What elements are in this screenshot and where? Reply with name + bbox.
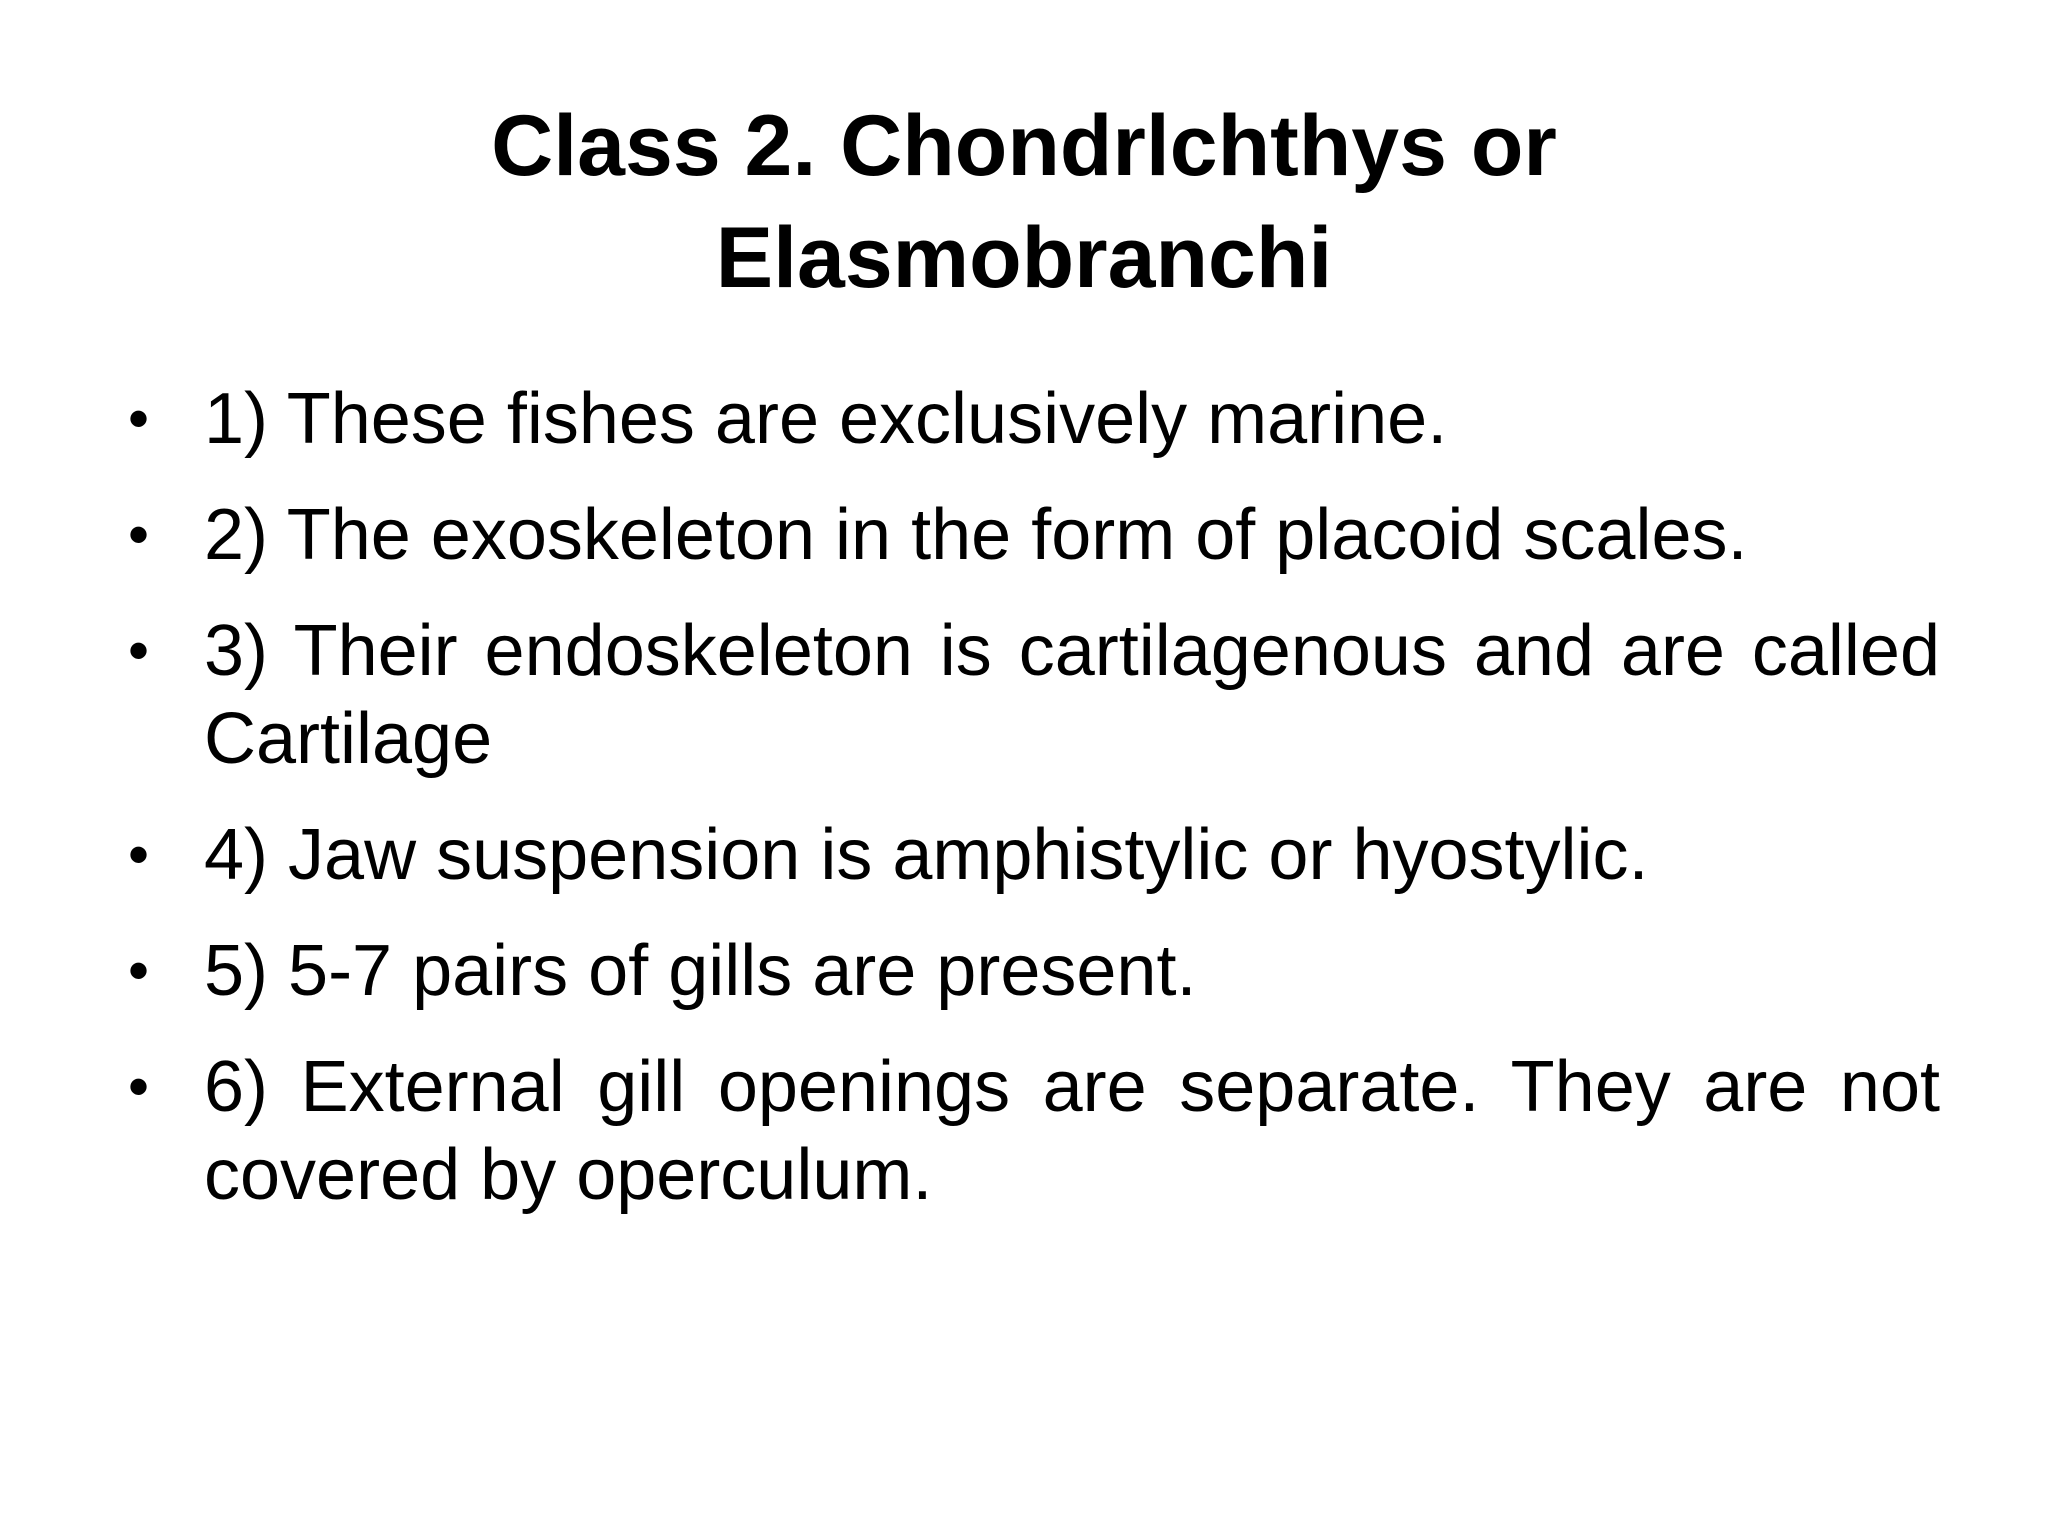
bullet-item-5 <box>120 927 1940 1015</box>
bullet-icon: • <box>128 1053 150 1120</box>
bullet-text-3: 3) Their endoskeleton is cartilagenous and are called Cartilage <box>204 611 1940 779</box>
bullet-text-2: 2) The exoskeleton in the form of placoid scales. <box>204 495 1748 575</box>
bullet-text-4: 4) Jaw suspension is amphistylic or hyostylic. <box>204 815 1649 895</box>
slide-title-line-1: Class 2. Chondrlchthys or <box>491 98 1557 194</box>
slide-title-line-2: Elasmobranchi <box>715 210 1333 306</box>
bullet-text-1: 1) These fishes are exclusively marine. <box>204 379 1448 459</box>
bullet-icon: • <box>128 501 150 568</box>
slide-title <box>200 90 1848 314</box>
bullet-icon: • <box>128 821 150 888</box>
bullet-icon: • <box>128 937 150 1004</box>
bullet-text-5: 5) 5-7 pairs of gills are present. <box>204 931 1197 1011</box>
bullet-list <box>120 375 1940 1247</box>
bullet-text-6: 6) External gill openings are separate. They are not covered by operculum. <box>204 1047 1940 1215</box>
bullet-item-6 <box>120 1043 1940 1219</box>
bullet-item-4 <box>120 811 1940 899</box>
bullet-icon: • <box>128 617 150 684</box>
bullet-icon: • <box>128 385 150 452</box>
bullet-item-3 <box>120 607 1940 783</box>
bullet-item-2 <box>120 491 1940 579</box>
bullet-item-1 <box>120 375 1940 463</box>
